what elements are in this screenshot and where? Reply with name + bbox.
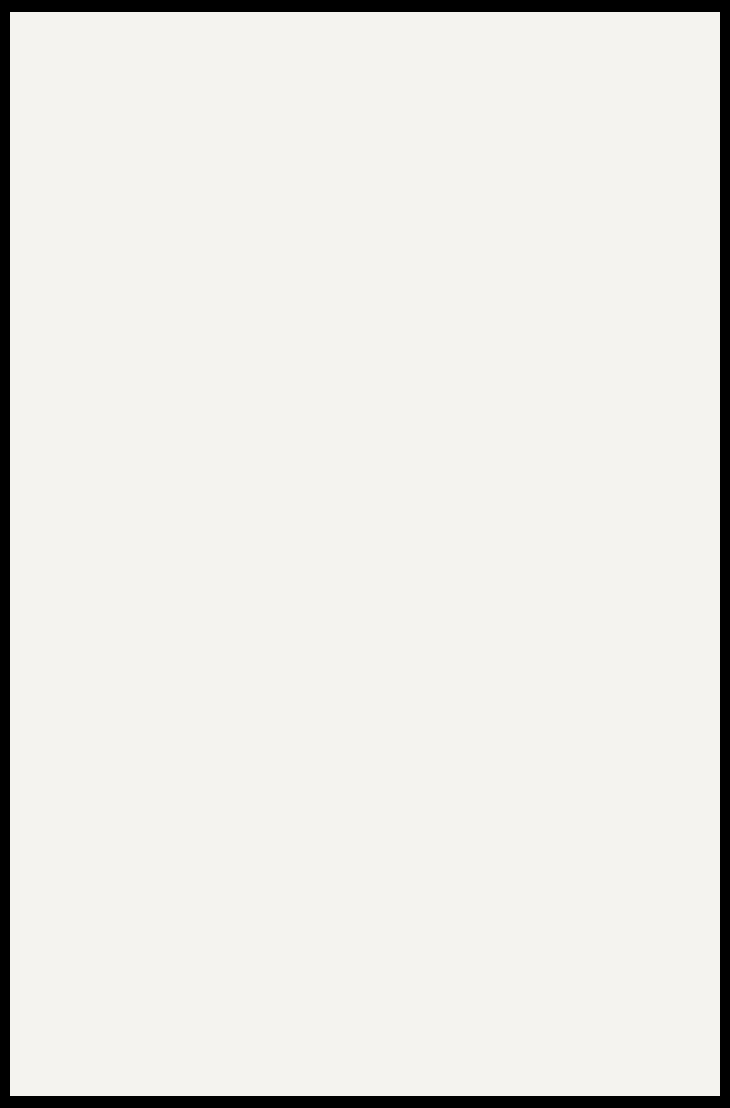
book-page [10,12,720,1096]
page-header [10,80,720,108]
